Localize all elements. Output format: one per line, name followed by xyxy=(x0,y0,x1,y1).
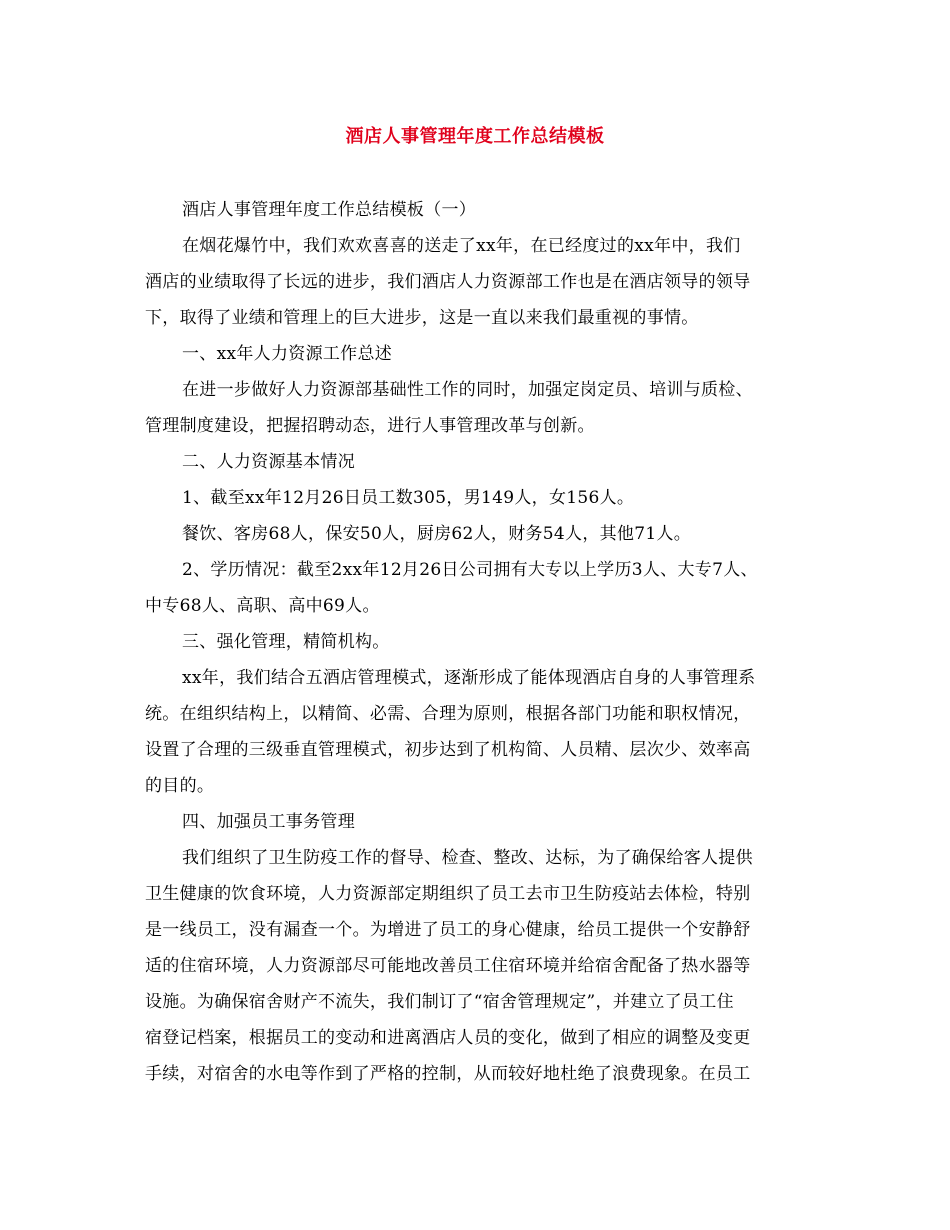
text-line: 适的住宿环境，人力资源部尽可能地改善员工住宿环境并给宿舍配备了热水器等 xyxy=(145,956,751,976)
text-line: 是一线员工，没有漏查一个。为增进了员工的身心健康，给员工提供一个安静舒 xyxy=(145,920,751,940)
text-line: 下，取得了业绩和管理上的巨大进步，这是一直以来我们最重视的事情。 xyxy=(145,308,699,328)
text-line: 2、学历情况：截至2xx年12月26日公司拥有大专以上学历3人、大专7人、 xyxy=(182,560,758,580)
text-line: 设施。为确保宿舍财产不流失，我们制订了“宿舍管理规定”，并建立了员工住 xyxy=(145,992,734,1012)
text-line: 酒店的业绩取得了长远的进步，我们酒店人力资源部工作也是在酒店领导的领导 xyxy=(145,272,751,292)
text-line: 在烟花爆竹中，我们欢欢喜喜的送走了xx年，在已经度过的xx年中，我们 xyxy=(182,236,741,256)
text-line: 中专68人、高职、高中69人。 xyxy=(145,596,380,616)
text-line: 设置了合理的三级垂直管理模式，初步达到了机构简、人员精、层次少、效率高 xyxy=(145,740,751,760)
text-line: 三、强化管理，精简机构。 xyxy=(182,632,390,652)
text-line: 管理制度建设，把握招聘动态，进行人事管理改革与创新。 xyxy=(145,416,595,436)
text-line: 卫生健康的饮食环境，人力资源部定期组织了员工去市卫生防疫站去体检，特别 xyxy=(145,884,751,904)
text-line: 餐饮、客房68人，保安50人，厨房62人，财务54人，其他71人。 xyxy=(182,524,692,544)
text-line: 的目的。 xyxy=(145,776,215,796)
page-title: 酒店人事管理年度工作总结模板 xyxy=(345,126,605,147)
text-line: 四、加强员工事务管理 xyxy=(182,812,355,832)
text-line: 一、xx年人力资源工作总述 xyxy=(182,344,393,364)
text-line: xx年，我们结合五酒店管理模式，逐渐形成了能体现酒店自身的人事管理系 xyxy=(182,668,756,688)
document-body xyxy=(145,192,805,1092)
text-line: 二、人力资源基本情况 xyxy=(182,452,355,472)
text-line: 手续，对宿舍的水电等作到了严格的控制，从而较好地杜绝了浪费现象。在员工 xyxy=(145,1064,751,1084)
text-line: 宿登记档案，根据员工的变动和进离酒店人员的变化，做到了相应的调整及变更 xyxy=(145,1028,751,1048)
text-line: 我们组织了卫生防疫工作的督导、检查、整改、达标，为了确保给客人提供 xyxy=(182,848,753,868)
text-line: 1、截至xx年12月26日员工数305，男149人，女156人。 xyxy=(182,488,635,508)
text-line: 统。在组织结构上，以精简、必需、合理为原则，根据各部门功能和职权情况， xyxy=(145,704,751,724)
text-line: 酒店人事管理年度工作总结模板（一） xyxy=(182,200,477,220)
text-line: 在进一步做好人力资源部基础性工作的同时，加强定岗定员、培训与质检、 xyxy=(182,380,753,400)
